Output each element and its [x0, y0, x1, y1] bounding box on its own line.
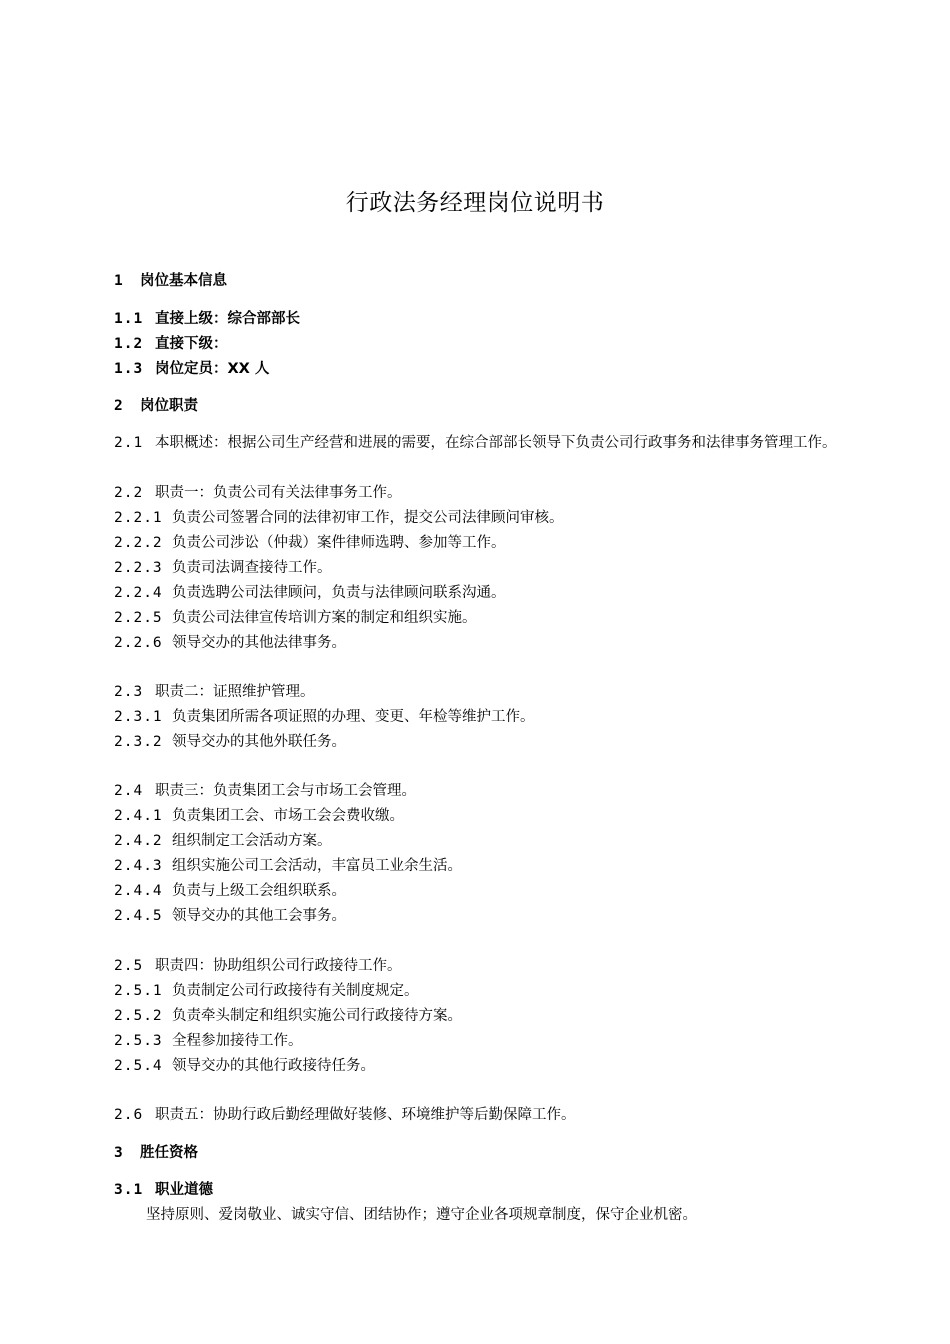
section-2-heading: 2 岗位职责	[114, 398, 198, 414]
document-title: 行政法务经理岗位说明书	[345, 190, 605, 216]
item-2-3: 2.3 职责二：证照维护管理。	[114, 684, 315, 700]
section-1-heading: 1 岗位基本信息	[114, 273, 227, 289]
item-2-6: 2.6 职责五：协助行政后勤经理做好装修、环境维护等后勤保障工作。	[114, 1107, 576, 1123]
item-2-4: 2.4 职责三：负责集团工会与市场工会管理。	[114, 783, 416, 799]
item-2-2-4: 2.2.4 负责选聘公司法律顾问，负责与法律顾问联系沟通。	[114, 585, 506, 601]
section-3-heading: 3 胜任资格	[114, 1145, 198, 1161]
item-2-4-2: 2.4.2 组织制定工会活动方案。	[114, 833, 332, 849]
item-2-2-3: 2.2.3 负责司法调查接待工作。	[114, 560, 332, 576]
item-2-2: 2.2 职责一：负责公司有关法律事务工作。	[114, 485, 402, 501]
item-2-5: 2.5 职责四：协助组织公司行政接待工作。	[114, 958, 402, 974]
item-2-3-2: 2.3.2 领导交办的其他外联任务。	[114, 734, 346, 750]
item-1-1: 1.1 直接上级：综合部部长	[114, 311, 300, 327]
item-2-2-1: 2.2.1 负责公司签署合同的法律初审工作，提交公司法律顾问审核。	[114, 510, 564, 526]
item-2-4-3: 2.4.3 组织实施公司工会活动，丰富员工业余生活。	[114, 858, 462, 874]
item-3-1-body: 坚持原则、爱岗敬业、诚实守信、团结协作；遵守企业各项规章制度，保守企业机密。	[146, 1207, 697, 1223]
item-2-4-1: 2.4.1 负责集团工会、市场工会会费收缴。	[114, 808, 404, 824]
item-2-5-3: 2.5.3 全程参加接待工作。	[114, 1033, 303, 1049]
item-2-5-1: 2.5.1 负责制定公司行政接待有关制度规定。	[114, 983, 419, 999]
item-2-2-6: 2.2.6 领导交办的其他法律事务。	[114, 635, 346, 651]
item-2-4-4: 2.4.4 负责与上级工会组织联系。	[114, 883, 346, 899]
item-2-4-5: 2.4.5 领导交办的其他工会事务。	[114, 908, 346, 924]
item-1-3: 1.3 岗位定员：XX 人	[114, 361, 270, 377]
item-1-2: 1.2 直接下级：	[114, 336, 228, 352]
item-3-1: 3.1 职业道德	[114, 1182, 213, 1198]
item-2-5-2: 2.5.2 负责牵头制定和组织实施公司行政接待方案。	[114, 1008, 462, 1024]
item-2-2-2: 2.2.2 负责公司涉讼（仲裁）案件律师选聘、参加等工作。	[114, 535, 506, 551]
item-2-3-1: 2.3.1 负责集团所需各项证照的办理、变更、年检等维护工作。	[114, 709, 535, 725]
item-2-1: 2.1 本职概述：根据公司生产经营和进展的需要，在综合部部长领导下负责公司行政事务和法律事务管理工作。	[114, 435, 837, 451]
item-2-5-4: 2.5.4 领导交办的其他行政接待任务。	[114, 1058, 375, 1074]
item-2-2-5: 2.2.5 负责公司法律宣传培训方案的制定和组织实施。	[114, 610, 477, 626]
